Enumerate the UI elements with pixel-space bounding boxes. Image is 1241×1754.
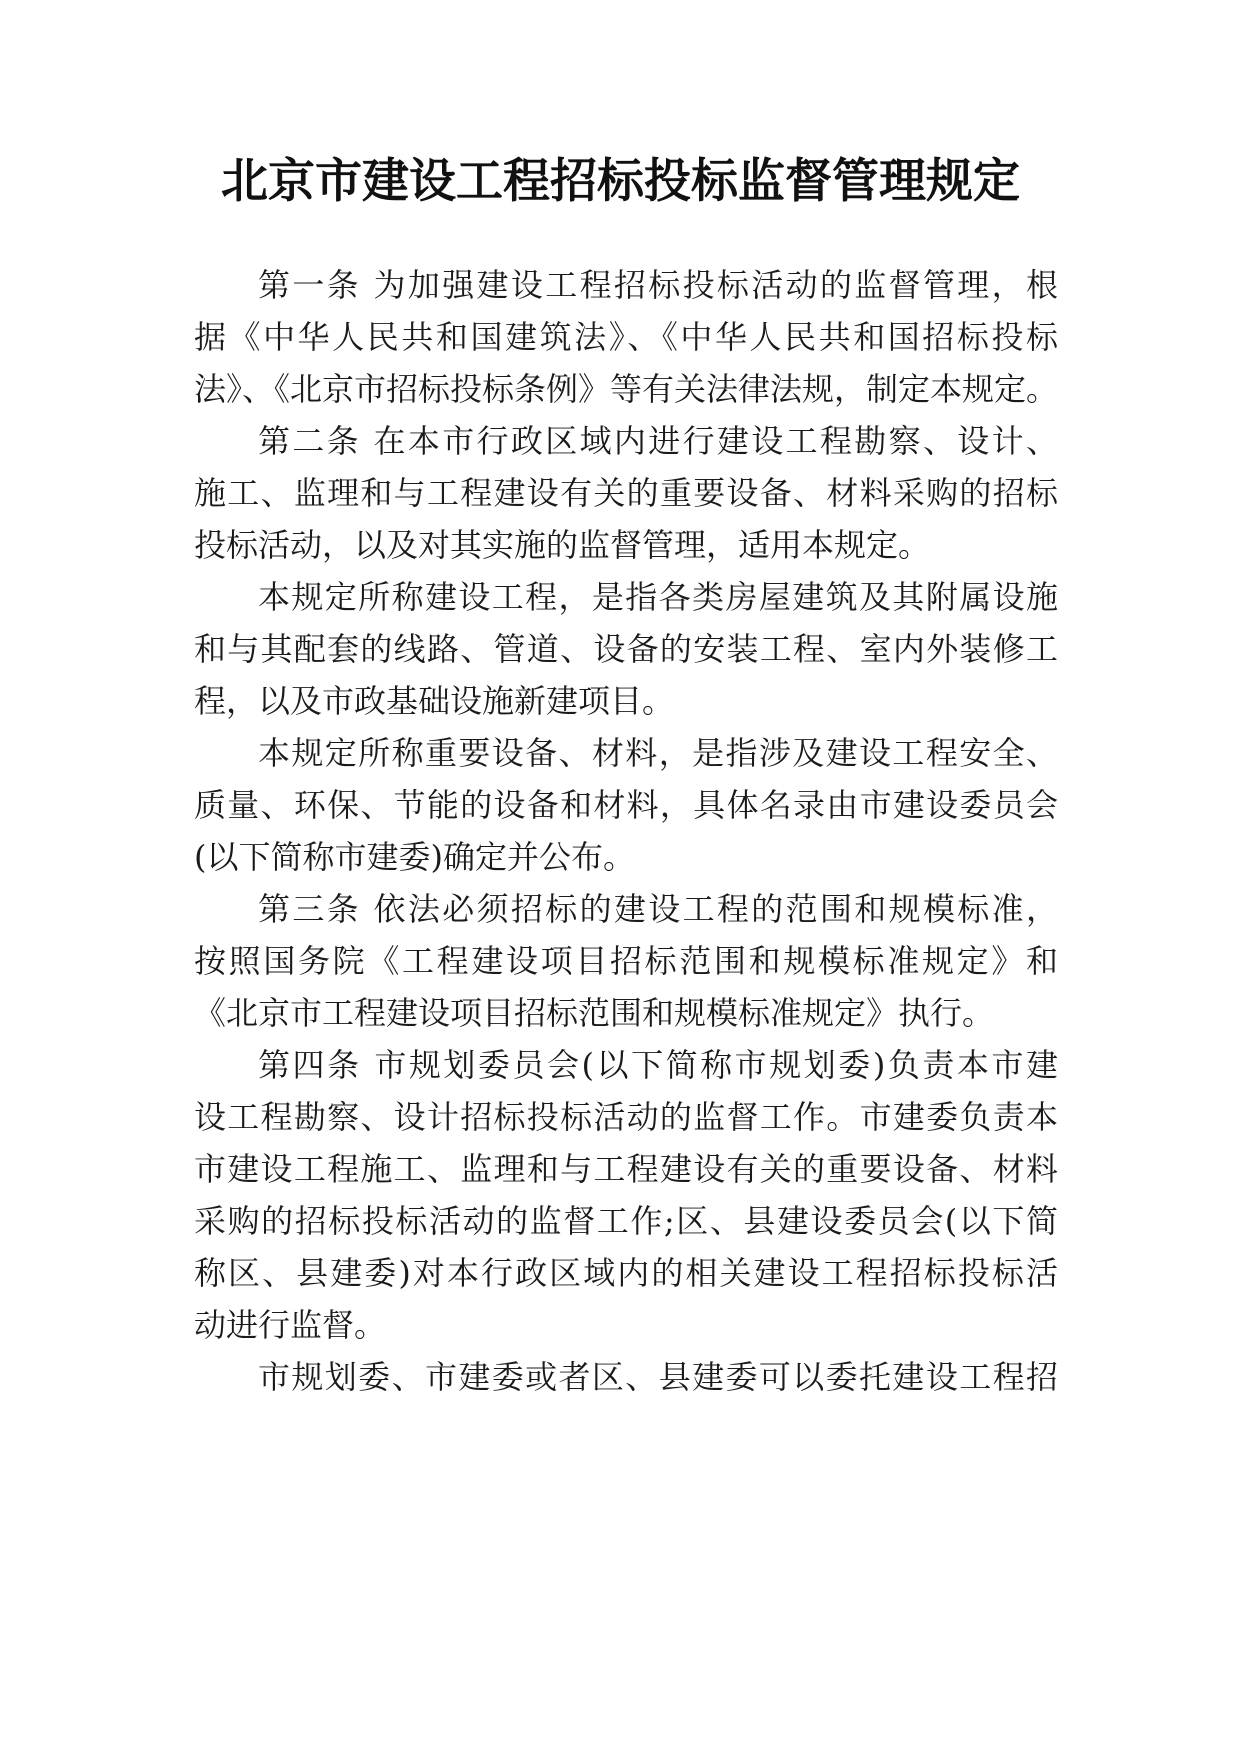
article-3-line-3: 《北京市工程建设项目招标范围和规模标准规定》执行。 xyxy=(194,994,995,1032)
article-2-para-3-line-3: (以下简称市建委)确定并公布。 xyxy=(194,838,635,876)
article-1-line-1: 第一条 为加强建设工程招标投标活动的监督管理，根 xyxy=(258,266,1058,304)
article-4-line-2: 设工程勘察、设计招标投标活动的监督工作。市建委负责本 xyxy=(194,1098,1058,1136)
article-4-line-4: 采购的招标投标活动的监督工作;区、县建设委员会(以下简 xyxy=(194,1202,1058,1240)
article-4-para-2-line-1: 市规划委、市建委或者区、县建委可以委托建设工程招 xyxy=(258,1358,1058,1396)
article-1-line-3: 法》、《北京市招标投标条例》等有关法律法规，制定本规定。 xyxy=(194,370,1058,408)
article-2-para-2-line-3: 程，以及市政基础设施新建项目。 xyxy=(194,682,675,720)
article-2-para-2-line-1: 本规定所称建设工程，是指各类房屋建筑及其附属设施 xyxy=(258,578,1058,616)
article-1-line-2: 据《中华人民共和国建筑法》、《中华人民共和国招标投标 xyxy=(194,318,1058,356)
article-2-line-1: 第二条 在本市行政区域内进行建设工程勘察、设计、 xyxy=(258,422,1058,460)
article-2-para-3-line-2: 质量、环保、节能的设备和材料，具体名录由市建设委员会 xyxy=(194,786,1058,824)
article-2-para-2-line-2: 和与其配套的线路、管道、设备的安装工程、室内外装修工 xyxy=(194,630,1058,668)
article-2-line-3: 投标活动，以及对其实施的监督管理，适用本规定。 xyxy=(194,526,931,564)
article-2-para-3-line-1: 本规定所称重要设备、材料，是指涉及建设工程安全、 xyxy=(258,734,1058,772)
article-4-line-1: 第四条 市规划委员会(以下简称市规划委)负责本市建 xyxy=(258,1046,1058,1084)
article-4-line-3: 市建设工程施工、监理和与工程建设有关的重要设备、材料 xyxy=(194,1150,1058,1188)
article-3-line-2: 按照国务院《工程建设项目招标范围和规模标准规定》和 xyxy=(194,942,1058,980)
article-4-line-5: 称区、县建委)对本行政区域内的相关建设工程招标投标活 xyxy=(194,1254,1058,1292)
document-title: 北京市建设工程招标投标监督管理规定 xyxy=(221,154,1020,209)
article-3-line-1: 第三条 依法必须招标的建设工程的范围和规模标准， xyxy=(258,890,1058,928)
article-4-line-6: 动进行监督。 xyxy=(194,1306,387,1344)
article-2-line-2: 施工、监理和与工程建设有关的重要设备、材料采购的招标 xyxy=(194,474,1058,512)
